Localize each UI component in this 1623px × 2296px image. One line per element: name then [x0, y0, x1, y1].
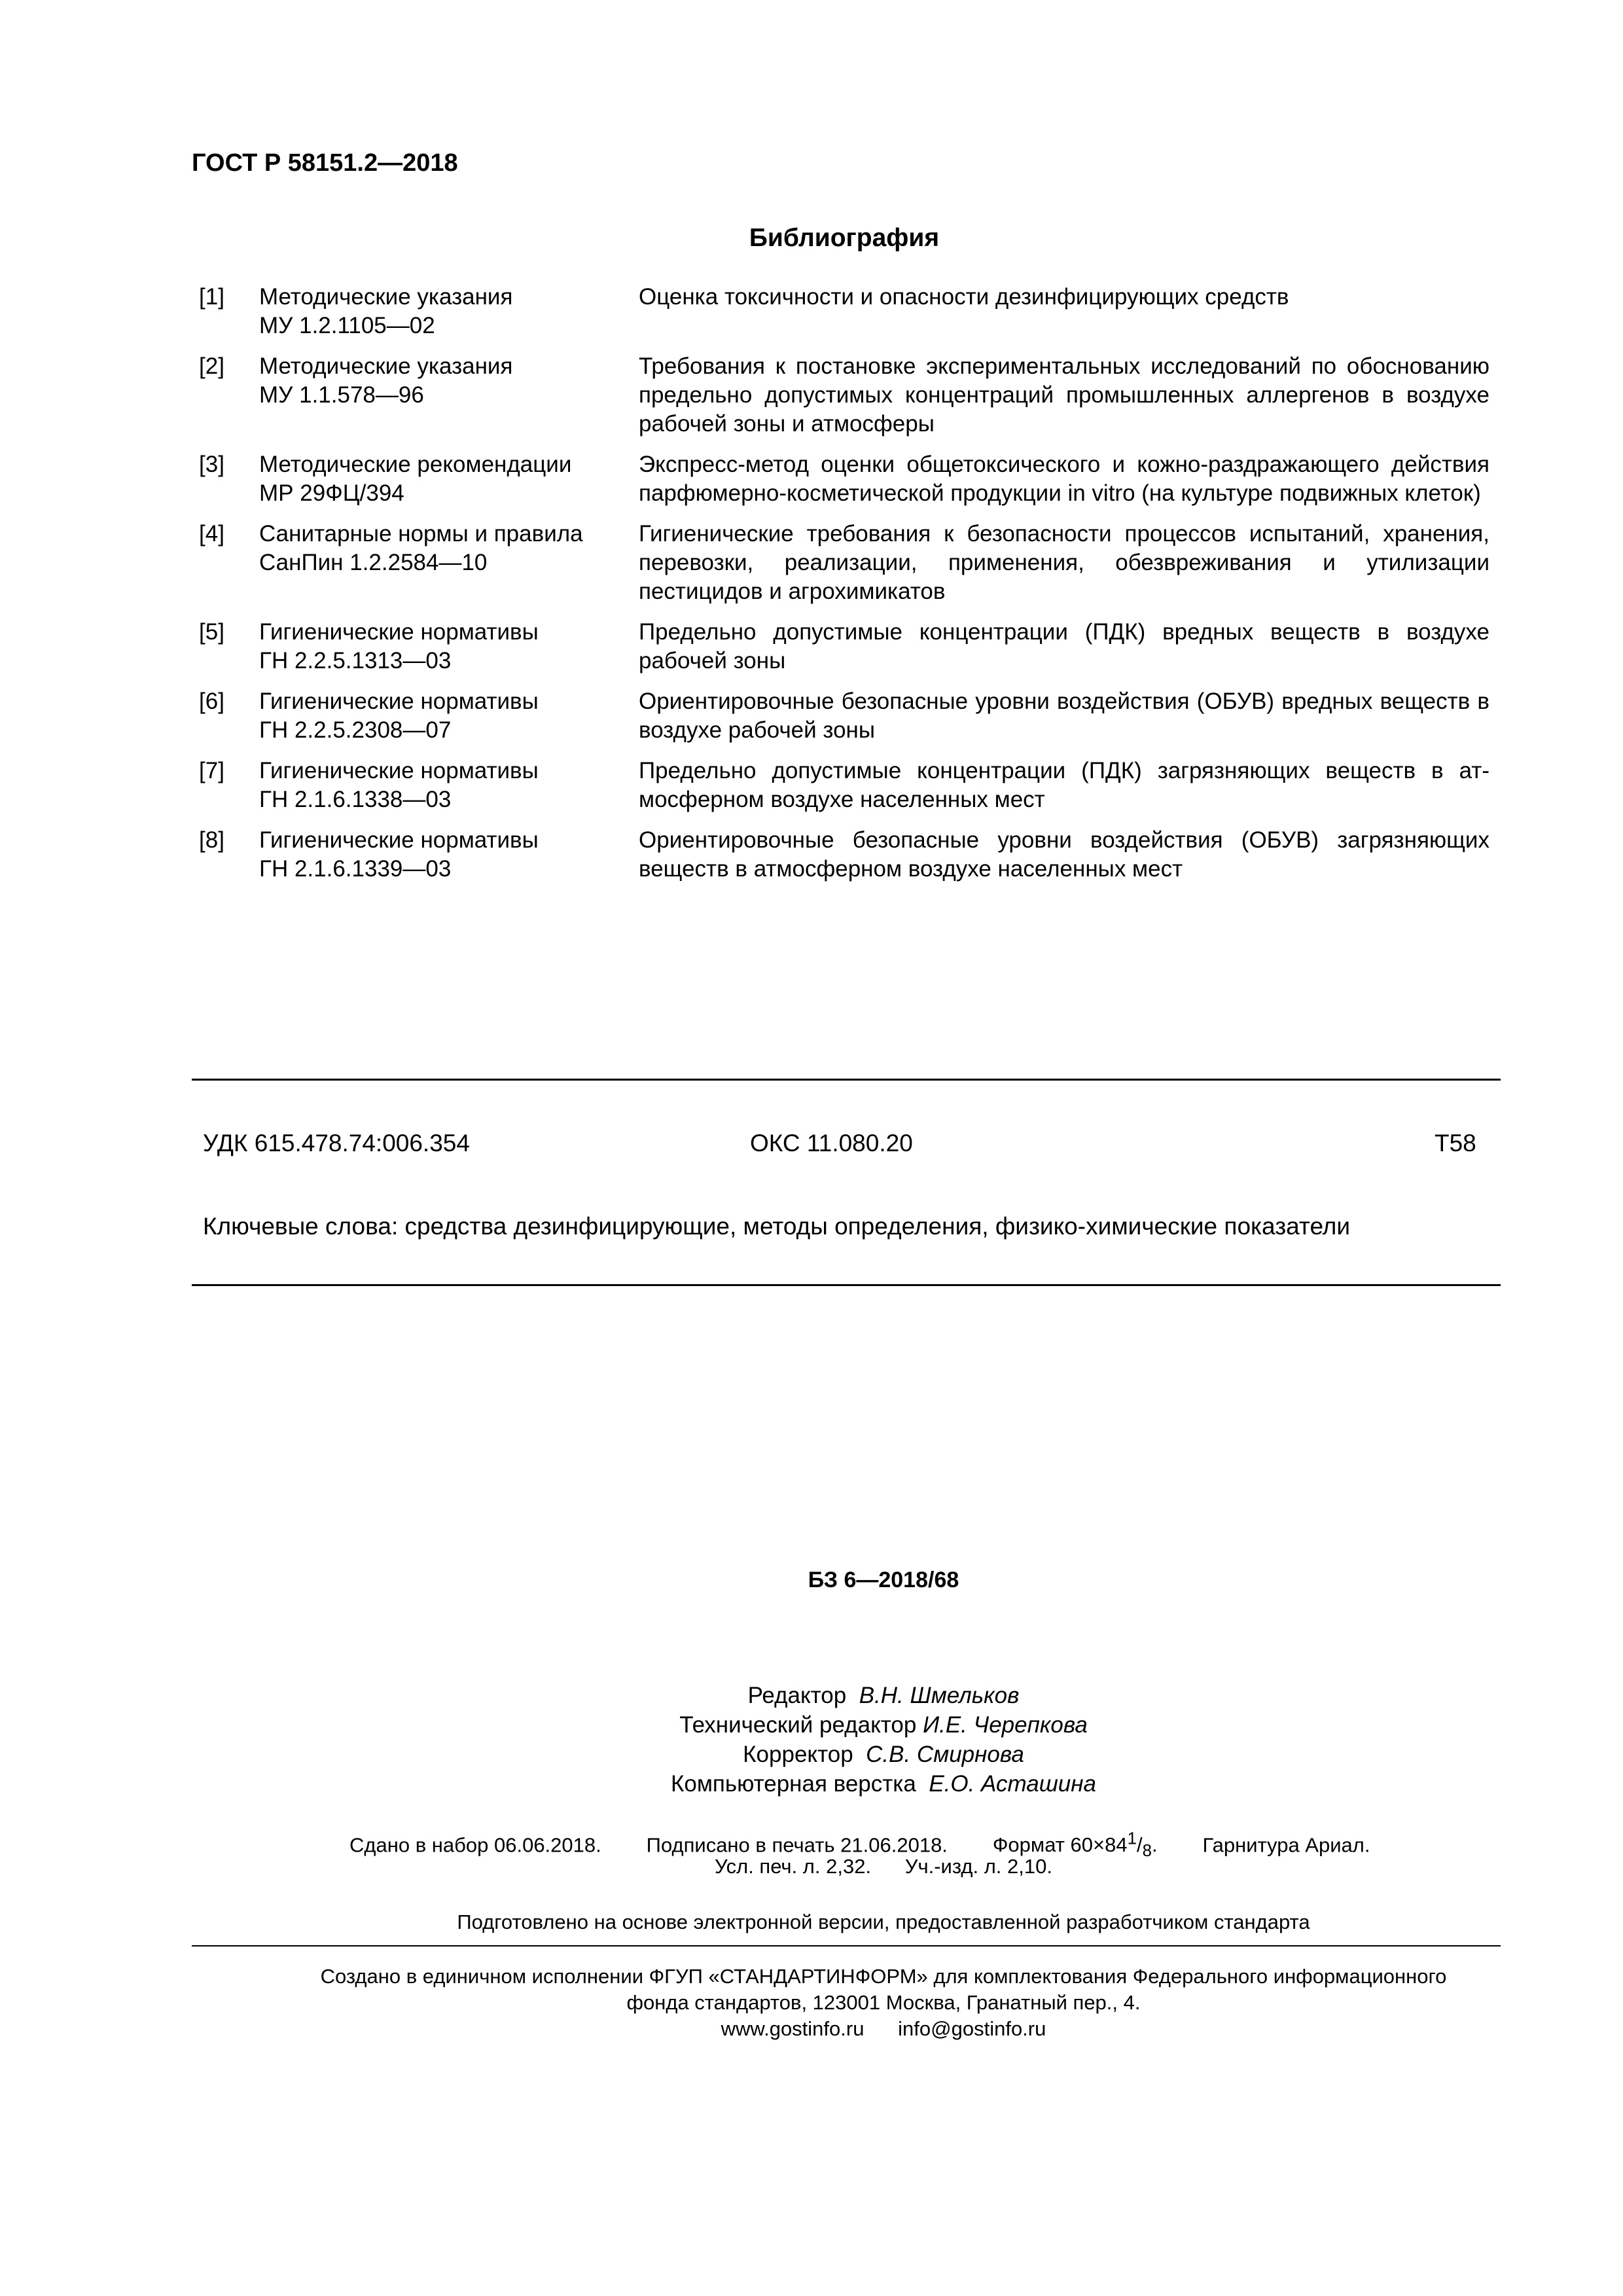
contacts — [0, 2016, 1623, 2042]
classification-code: Т58 — [1435, 1130, 1476, 1157]
bibliography-item — [199, 352, 1489, 439]
print-sheets: Усл. печ. л. 2,32. — [715, 1855, 872, 1878]
item-number: [4] — [199, 521, 224, 547]
item-source: Гигиенические нормативы ГН 2.2.5.1313—03 — [259, 619, 539, 673]
email-link[interactable]: info@gostinfo.ru — [898, 2017, 1046, 2040]
item-source: Методические рекомендации МР 29ФЦ/394 — [259, 452, 572, 506]
divider — [192, 1284, 1501, 1286]
credit-name: Е.О. Асташина — [929, 1771, 1096, 1797]
item-text: Ориентировочные безопасные уровни воздействия (ОБУВ) вредных веществ в воздухе рабочей зоны — [639, 689, 1489, 743]
item-number: [7] — [199, 758, 224, 783]
udk-code: УДК 615.478.74:006.354 — [203, 1130, 470, 1157]
credit-name: И.Е. Черепкова — [923, 1712, 1088, 1738]
item-text: Ориентировочные безопасные уровни воздействия (ОБУВ) загрязняющих веществ в атмосферном воздухе населенных мест — [639, 827, 1489, 882]
bibliography-item — [199, 520, 1489, 606]
credit-role: Редактор — [747, 1683, 847, 1708]
credit-role: Технический редактор — [679, 1712, 917, 1738]
prepared-note: Подготовлено на основе электронной версии, предоставленной разработчиком стандарта — [457, 1910, 1310, 1933]
bibliography-item — [199, 757, 1489, 814]
created-line-2: фонда стандартов, 123001 Москва, Гранатный пер., 4. — [626, 1991, 1141, 2014]
format: Формат $60\times 84^1/_8$. — [992, 1830, 1158, 1861]
credit-role: Корректор — [743, 1742, 853, 1767]
bibliography-list — [199, 283, 1489, 895]
item-number: [3] — [199, 452, 224, 477]
signed-date: Подписано в печать 21.06.2018. — [646, 1833, 948, 1857]
publisher-sheets: Уч.-изд. л. 2,10. — [904, 1855, 1052, 1878]
item-text: Оценка токсичности и опасности дезинфицирующих средств — [639, 284, 1289, 310]
item-number: [6] — [199, 689, 224, 714]
item-text: Гигиенические требования к безопасности процессов испытаний, хранения, перевозки, реализации, применения, обезвреживания и утилизации пестицидов и агрохимикатов — [639, 521, 1489, 604]
bibliography-title: Библиография — [749, 224, 940, 252]
website-link[interactable]: www.gostinfo.ru — [721, 2017, 865, 2040]
standard-header: ГОСТ Р 58151.2—2018 — [192, 149, 458, 177]
item-text: Требования к постановке экспериментальных исследований по обоснованию предельно допустимых концентраций промышленных аллергенов в воздухе рабочей зоны и атмосферы — [639, 353, 1489, 437]
credits — [0, 1681, 1623, 1799]
created-line-1: Создано в единичном исполнении ФГУП «СТАНДАРТИНФОРМ» для комплектования Федерального информационного — [320, 1965, 1447, 1988]
oks-code: ОКС 11.080.20 — [750, 1130, 913, 1157]
credit-name: С.В. Смирнова — [866, 1742, 1024, 1767]
item-source: Гигиенические нормативы ГН 2.1.6.1339—03 — [259, 827, 539, 882]
item-source: Методические указания МУ 1.1.578—96 — [259, 353, 513, 408]
item-number: [2] — [199, 353, 224, 379]
imprint-line-2 — [0, 1854, 1623, 1880]
credit-line — [0, 1681, 1623, 1710]
divider — [192, 1945, 1501, 1946]
bz-number: БЗ 6—2018/68 — [808, 1568, 959, 1592]
bibliography-item — [199, 283, 1489, 340]
sent-date: Сдано в набор 06.06.2018. — [349, 1833, 601, 1857]
divider — [192, 1079, 1501, 1081]
bibliography-item — [199, 687, 1489, 745]
credit-line — [0, 1710, 1623, 1740]
item-source: Гигиенические нормативы ГН 2.1.6.1338—03 — [259, 758, 539, 812]
item-number: [5] — [199, 619, 224, 645]
typeface: Гарнитура Ариал. — [1202, 1833, 1370, 1857]
keywords: Ключевые слова: средства дезинфицирующие, методы определения, физико-химические показатели — [203, 1213, 1351, 1240]
item-number: [1] — [199, 284, 224, 310]
item-number: [8] — [199, 827, 224, 853]
credit-line — [0, 1740, 1623, 1769]
item-text: Предельно допустимые концентрации (ПДК) загрязняющих веществ в атмосферном воздухе населенных мест — [639, 758, 1489, 812]
bibliography-item — [199, 618, 1489, 675]
item-text: Экспресс-метод оценки общетоксического и кожно-раздражающего действия парфюмерно-косметической продукции in vitro (на культуре подвижных клеток) — [639, 452, 1489, 506]
bibliography-item — [199, 450, 1489, 508]
bibliography-item — [199, 826, 1489, 884]
credit-line — [0, 1769, 1623, 1799]
credit-name: В.Н. Шмельков — [859, 1683, 1020, 1708]
item-source: Гигиенические нормативы ГН 2.2.5.2308—07 — [259, 689, 539, 743]
item-source: Методические указания МУ 1.2.1105—02 — [259, 284, 513, 338]
item-text: Предельно допустимые концентрации (ПДК) вредных веществ в воздухе рабочей зоны — [639, 619, 1489, 673]
credit-role: Компьютерная верстка — [671, 1771, 916, 1797]
item-source: Санитарные нормы и правила СанПин 1.2.2584—10 — [259, 521, 583, 575]
